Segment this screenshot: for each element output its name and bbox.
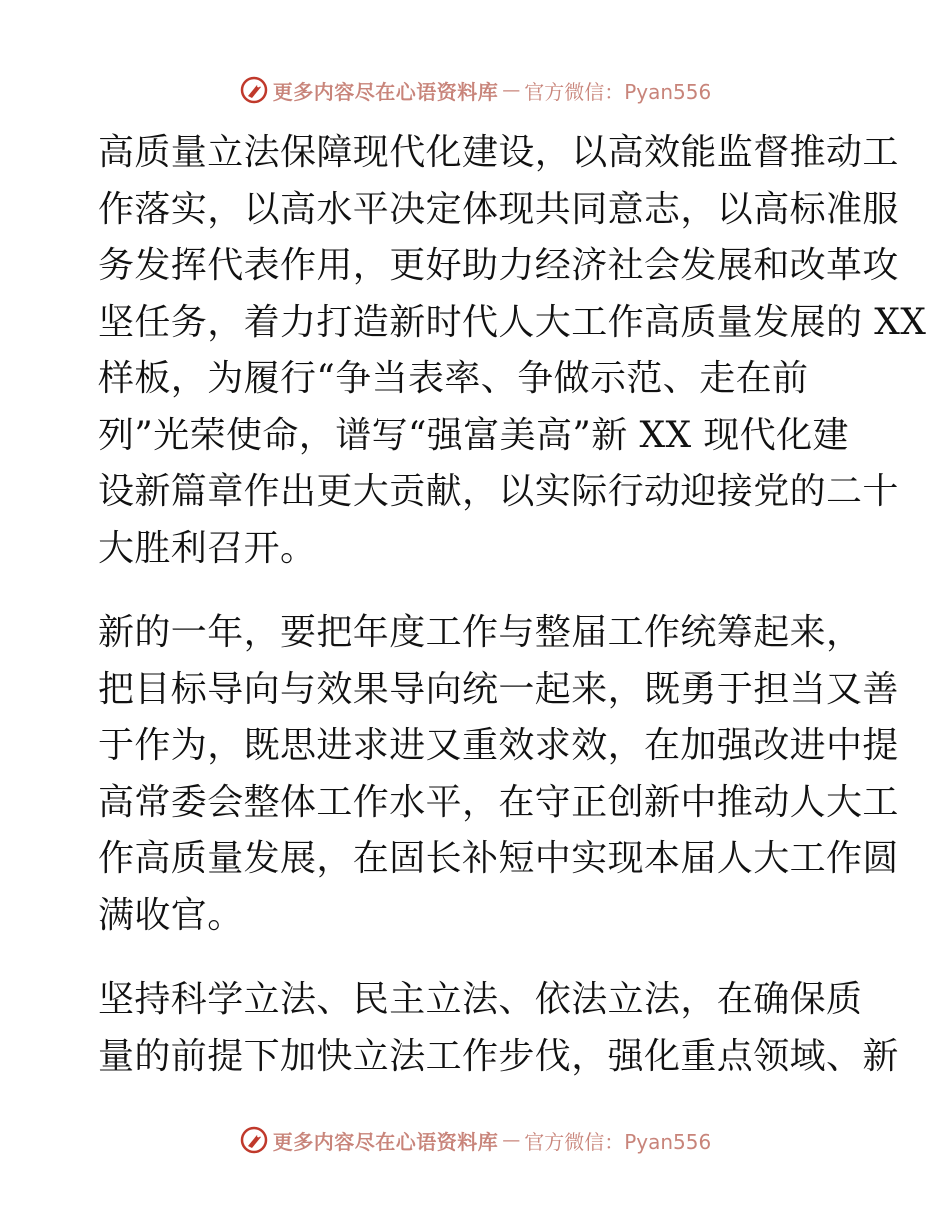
watermark-separator: —: [502, 1129, 521, 1151]
document-body: [98, 125, 927, 1085]
watermark-sub-text: 官方微信：Pyan556: [524, 1129, 712, 1154]
watermark-sub-text: 官方微信：Pyan556: [524, 79, 712, 104]
text-line: 于作为，既思进求进又重效求效，在加强改进中提: [98, 725, 899, 766]
text-line: 列”光荣使命，谱写“强富美高”新 XX 现代化建: [98, 414, 849, 456]
watermark-separator: —: [502, 79, 521, 101]
text-line: 把目标导向与效果导向统一起来，既勇于担当又善: [98, 668, 899, 710]
text-line: 务发挥代表作用，更好助力经济社会发展和改革攻: [98, 245, 899, 286]
paragraph-1: [98, 125, 927, 577]
text-line: 大胜利召开。: [98, 527, 317, 569]
text-line: 坚持科学立法、民主立法、依法立法，在确保质: [98, 979, 863, 1020]
text-line: 新的一年，要把年度工作与整届工作统筹起来，: [98, 612, 863, 653]
text-line: 样板，为履行“争当表率、争做示范、走在前: [98, 358, 809, 399]
paragraph-2: [98, 605, 899, 944]
text-line: 满收官。: [98, 894, 244, 936]
watermark-main-text: 更多内容尽在心语资料库: [272, 1129, 499, 1154]
text-line: 作落实，以高水平决定体现共同意志，以高标准服: [98, 188, 899, 230]
text-line: 设新篇章作出更大贡献，以实际行动迎接党的二十: [98, 471, 899, 512]
text-line: 作高质量发展，在固长补短中实现本届人大工作圆: [98, 838, 899, 879]
text-line: 坚任务，着力打造新时代人大工作高质量发展的 XX: [98, 301, 927, 343]
text-line: 高质量立法保障现代化建设，以高效能监督推动工: [98, 132, 899, 173]
pen-nib-circle-logo-icon: [239, 75, 269, 105]
text-line: 高常委会整体工作水平，在守正创新中推动人大工: [98, 781, 899, 823]
paragraph-3: [98, 972, 899, 1085]
text-line: 量的前提下加快立法工作步伐，强化重点领域、新: [98, 1035, 899, 1077]
footer-watermark: [0, 1122, 950, 1158]
header-watermark: [0, 72, 950, 108]
watermark-main-text: 更多内容尽在心语资料库: [272, 79, 499, 104]
pen-nib-circle-logo-icon: [239, 1125, 269, 1155]
